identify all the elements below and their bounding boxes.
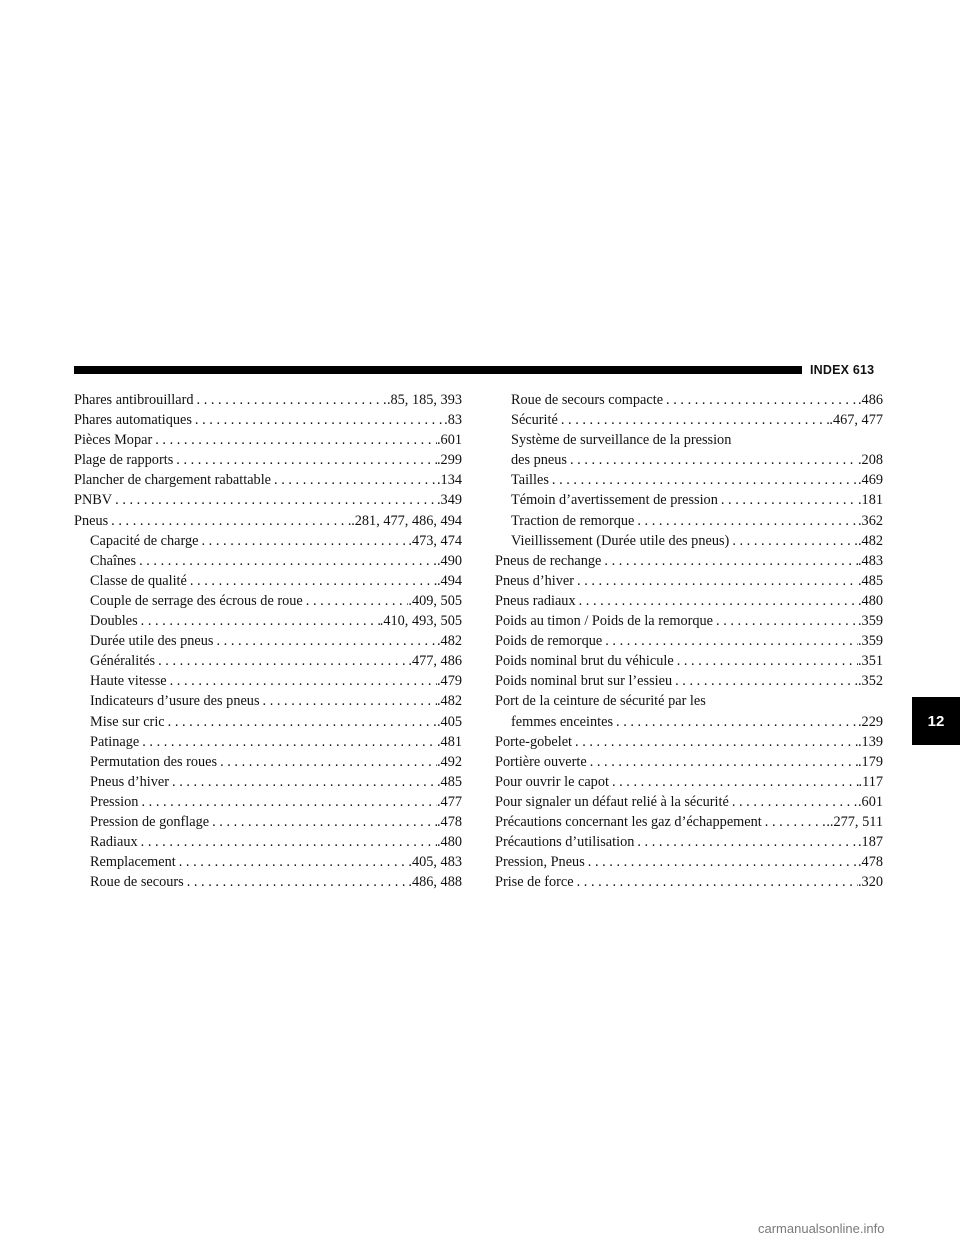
- page-reference: .299: [437, 450, 462, 470]
- index-entry: [495, 390, 883, 410]
- leader-dots: [136, 551, 437, 571]
- index-term: Indicateurs d’usure des pneus: [90, 693, 260, 710]
- index-term: Sécurité: [511, 412, 558, 429]
- page-reference: .179: [858, 752, 883, 772]
- page-reference: .320: [858, 872, 883, 892]
- leader-dots: [729, 531, 858, 551]
- page-reference: .352: [858, 671, 883, 691]
- page-reference: .486, 488: [408, 872, 462, 892]
- index-column-right: [495, 390, 883, 892]
- index-term: Durée utile des pneus: [90, 633, 214, 650]
- index-entry: [495, 450, 883, 470]
- leader-dots: [213, 631, 436, 651]
- page-header: INDEX 613: [810, 363, 875, 377]
- index-entry: [74, 390, 462, 410]
- page-reference: .482: [858, 531, 883, 551]
- leader-dots: [602, 631, 858, 651]
- index-term: Plage de rapports: [74, 452, 174, 469]
- leader-dots: [574, 571, 858, 591]
- page-reference: .349: [437, 490, 462, 510]
- index-entry: [495, 430, 883, 450]
- page-reference: .494: [437, 571, 462, 591]
- index-entry: [74, 671, 462, 691]
- leader-dots: [217, 752, 437, 772]
- page-reference: .281, 477, 486, 494: [351, 511, 462, 531]
- index-term: Poids nominal brut du véhicule: [495, 653, 674, 670]
- page-reference: .485: [858, 571, 883, 591]
- index-term: Radiaux: [90, 834, 138, 851]
- index-term: Précautions d’utilisation: [495, 834, 635, 851]
- index-term: Port de la ceinture de sécurité par les: [495, 693, 706, 710]
- index-entry: [74, 631, 462, 651]
- index-term: Couple de serrage des écrous de roue: [90, 592, 303, 609]
- index-entry: [74, 551, 462, 571]
- index-term: Généralités: [90, 653, 156, 670]
- index-entry: [74, 611, 462, 631]
- leader-dots: [674, 651, 858, 671]
- index-term: Doubles: [90, 613, 138, 630]
- index-term: Poids nominal brut sur l’essieu: [495, 673, 673, 690]
- index-term: Phares automatiques: [74, 412, 192, 429]
- index-entry: [495, 732, 883, 752]
- page-reference: .467, 477: [829, 410, 883, 430]
- page-reference: .83: [444, 410, 462, 430]
- leader-dots: [576, 591, 858, 611]
- page-reference: .351: [858, 651, 883, 671]
- index-column-left: [74, 390, 462, 892]
- page-reference: .405, 483: [408, 852, 462, 872]
- index-term: Permutation des roues: [90, 753, 218, 770]
- page-reference: .481: [437, 732, 462, 752]
- index-term: des pneus: [511, 452, 567, 469]
- leader-dots: [303, 591, 409, 611]
- index-entry: [495, 671, 883, 691]
- leader-dots: [138, 792, 437, 812]
- index-term: Pression de gonflage: [90, 813, 210, 830]
- page-reference: .359: [858, 631, 883, 651]
- page-reference: .478: [437, 812, 462, 832]
- index-entry: [74, 852, 462, 872]
- page-reference: .482: [437, 691, 462, 711]
- leader-dots: [155, 651, 408, 671]
- leader-dots: [139, 732, 437, 752]
- page-reference: .187: [858, 832, 883, 852]
- index-entry: [74, 511, 462, 531]
- leader-dots: [762, 812, 827, 832]
- page-reference: .480: [858, 591, 883, 611]
- leader-dots: [138, 832, 437, 852]
- leader-dots: [167, 671, 437, 691]
- index-entry: [495, 812, 883, 832]
- leader-dots: [718, 490, 858, 510]
- index-term: Haute vitesse: [90, 673, 167, 690]
- leader-dots: [176, 852, 409, 872]
- index-term: Pneus de rechange: [495, 552, 602, 569]
- page-reference: .601: [858, 792, 883, 812]
- leader-dots: [549, 470, 858, 490]
- leader-dots: [209, 812, 437, 832]
- index-entry: [495, 511, 883, 531]
- leader-dots: [173, 450, 437, 470]
- index-term: Phares antibrouillard: [74, 392, 194, 408]
- index-term: Poids de remorque: [495, 633, 603, 650]
- page-reference: .486: [858, 390, 883, 410]
- page-reference: .477, 486: [408, 651, 462, 671]
- index-term: Portière ouverte: [495, 753, 587, 770]
- index-entry: [495, 752, 883, 772]
- leader-dots: [567, 450, 858, 470]
- index-term: Poids au timon / Poids de la remorque: [495, 613, 714, 630]
- index-term: Porte-gobelet: [495, 733, 573, 750]
- page-reference: .405: [437, 712, 462, 732]
- leader-dots: [199, 531, 409, 551]
- leader-dots: [152, 430, 437, 450]
- leader-dots: [165, 712, 437, 732]
- page-reference: .362: [858, 511, 883, 531]
- index-term: Pneus: [74, 512, 109, 529]
- leader-dots: [558, 410, 830, 430]
- index-entry: [495, 611, 883, 631]
- index-entry: [495, 712, 883, 732]
- index-entry: [74, 872, 462, 892]
- index-entry: [74, 732, 462, 752]
- index-entry: [74, 712, 462, 732]
- index-entry: [74, 531, 462, 551]
- index-term: Système de surveillance de la pression: [511, 432, 732, 449]
- index-term: Précautions concernant les gaz d’échappement: [495, 813, 762, 830]
- leader-dots: [585, 852, 858, 872]
- index-entry: [495, 631, 883, 651]
- page-reference: .134: [437, 470, 462, 490]
- leader-dots: [184, 872, 409, 892]
- leader-dots: [601, 551, 858, 571]
- index-term: Témoin d’avertissement de pression: [511, 492, 718, 509]
- index-entry: [74, 832, 462, 852]
- index-entry: [495, 470, 883, 490]
- index-term: Pièces Mopar: [74, 432, 153, 449]
- index-entry: [74, 430, 462, 450]
- page-reference: .359: [858, 611, 883, 631]
- index-entry: [74, 450, 462, 470]
- index-entry: [495, 772, 883, 792]
- leader-dots: [713, 611, 858, 631]
- leader-dots: [271, 470, 437, 490]
- leader-dots: [587, 752, 858, 772]
- leader-dots: [609, 772, 859, 792]
- index-term: Pression: [90, 793, 139, 810]
- index-entry: [74, 752, 462, 772]
- leader-dots: [194, 390, 387, 410]
- page-reference: .181: [858, 490, 883, 510]
- index-entry: [495, 571, 883, 591]
- index-entry: [495, 832, 883, 852]
- leader-dots: [663, 390, 858, 410]
- leader-dots: [634, 832, 858, 852]
- index-entry: [495, 691, 883, 711]
- index-entry: [74, 490, 462, 510]
- index-term: Pour signaler un défaut relié à la sécurité: [495, 793, 729, 810]
- leader-dots: [112, 490, 437, 510]
- page-reference: .229: [858, 712, 883, 732]
- page-reference: .601: [437, 430, 462, 450]
- index-term: Pneus d’hiver: [90, 773, 170, 790]
- index-entry: [74, 792, 462, 812]
- page-reference: .139: [858, 732, 883, 752]
- leader-dots: [260, 691, 437, 711]
- index-entry: [495, 591, 883, 611]
- page-reference: .483: [858, 551, 883, 571]
- leader-dots: [634, 511, 858, 531]
- leader-dots: [108, 511, 351, 531]
- index-entry: [74, 772, 462, 792]
- index-term: Roue de secours compacte: [511, 392, 664, 408]
- index-entry: [495, 852, 883, 872]
- index-term: Remplacement: [90, 854, 176, 871]
- page-reference: ..277, 511: [826, 812, 883, 832]
- watermark: carmanualsonline.info: [758, 1221, 885, 1236]
- index-entry: [495, 872, 883, 892]
- index-entry: [74, 651, 462, 671]
- leader-dots: [138, 611, 380, 631]
- leader-dots: [187, 571, 437, 591]
- page-reference: .477: [437, 792, 462, 812]
- index-entry: [74, 812, 462, 832]
- index-term: Chaînes: [90, 552, 137, 569]
- index-entry: [495, 410, 883, 430]
- page-reference: .490: [437, 551, 462, 571]
- chapter-tab: 12: [912, 697, 960, 745]
- index-entry: [495, 651, 883, 671]
- index-term: femmes enceintes: [511, 713, 614, 730]
- page-reference: .410, 493, 505: [380, 611, 462, 631]
- page-reference: .479: [437, 671, 462, 691]
- page-reference: .473, 474: [408, 531, 462, 551]
- index-term: Patinage: [90, 733, 140, 750]
- page-reference: .469: [858, 470, 883, 490]
- page-reference: .485: [437, 772, 462, 792]
- index-term: Pneus radiaux: [495, 592, 576, 609]
- leader-dots: [672, 671, 858, 691]
- index-term: Vieillissement (Durée utile des pneus): [511, 532, 730, 549]
- index-entry: [495, 792, 883, 812]
- index-term: Traction de remorque: [511, 512, 635, 529]
- index-term: Pression, Pneus: [495, 854, 585, 871]
- index-entry: [495, 531, 883, 551]
- index-term: Plancher de chargement rabattable: [74, 472, 272, 489]
- index-term: Capacité de charge: [90, 532, 199, 549]
- index-term: Prise de force: [495, 874, 574, 891]
- index-entry: [74, 470, 462, 490]
- index-term: Pneus d’hiver: [495, 572, 575, 589]
- page-reference: .492: [437, 752, 462, 772]
- index-term: Mise sur cric: [90, 713, 165, 730]
- leader-dots: [574, 872, 858, 892]
- index-term: Roue de secours: [90, 874, 184, 891]
- page-reference: .117: [859, 772, 884, 792]
- leader-dots: [729, 792, 858, 812]
- index-term: Pour ouvrir le capot: [495, 773, 609, 790]
- page-reference: .409, 505: [408, 591, 462, 611]
- index-entry: [74, 571, 462, 591]
- index-entry: [74, 410, 462, 430]
- index-term: PNBV: [74, 492, 113, 509]
- index-term: Classe de qualité: [90, 572, 187, 589]
- index-term: Tailles: [511, 472, 549, 489]
- page-reference: .482: [437, 631, 462, 651]
- leader-dots: [192, 410, 444, 430]
- page-reference: .85, 185, 393: [387, 390, 462, 410]
- header-rule: [74, 366, 802, 374]
- leader-dots: [572, 732, 858, 752]
- leader-dots: [169, 772, 437, 792]
- index-entry: [74, 691, 462, 711]
- leader-dots: [613, 712, 858, 732]
- page-reference: .208: [858, 450, 883, 470]
- index-entry: [495, 490, 883, 510]
- index-entry: [495, 551, 883, 571]
- page-reference: .480: [437, 832, 462, 852]
- index-entry: [74, 591, 462, 611]
- page-reference: .478: [858, 852, 883, 872]
